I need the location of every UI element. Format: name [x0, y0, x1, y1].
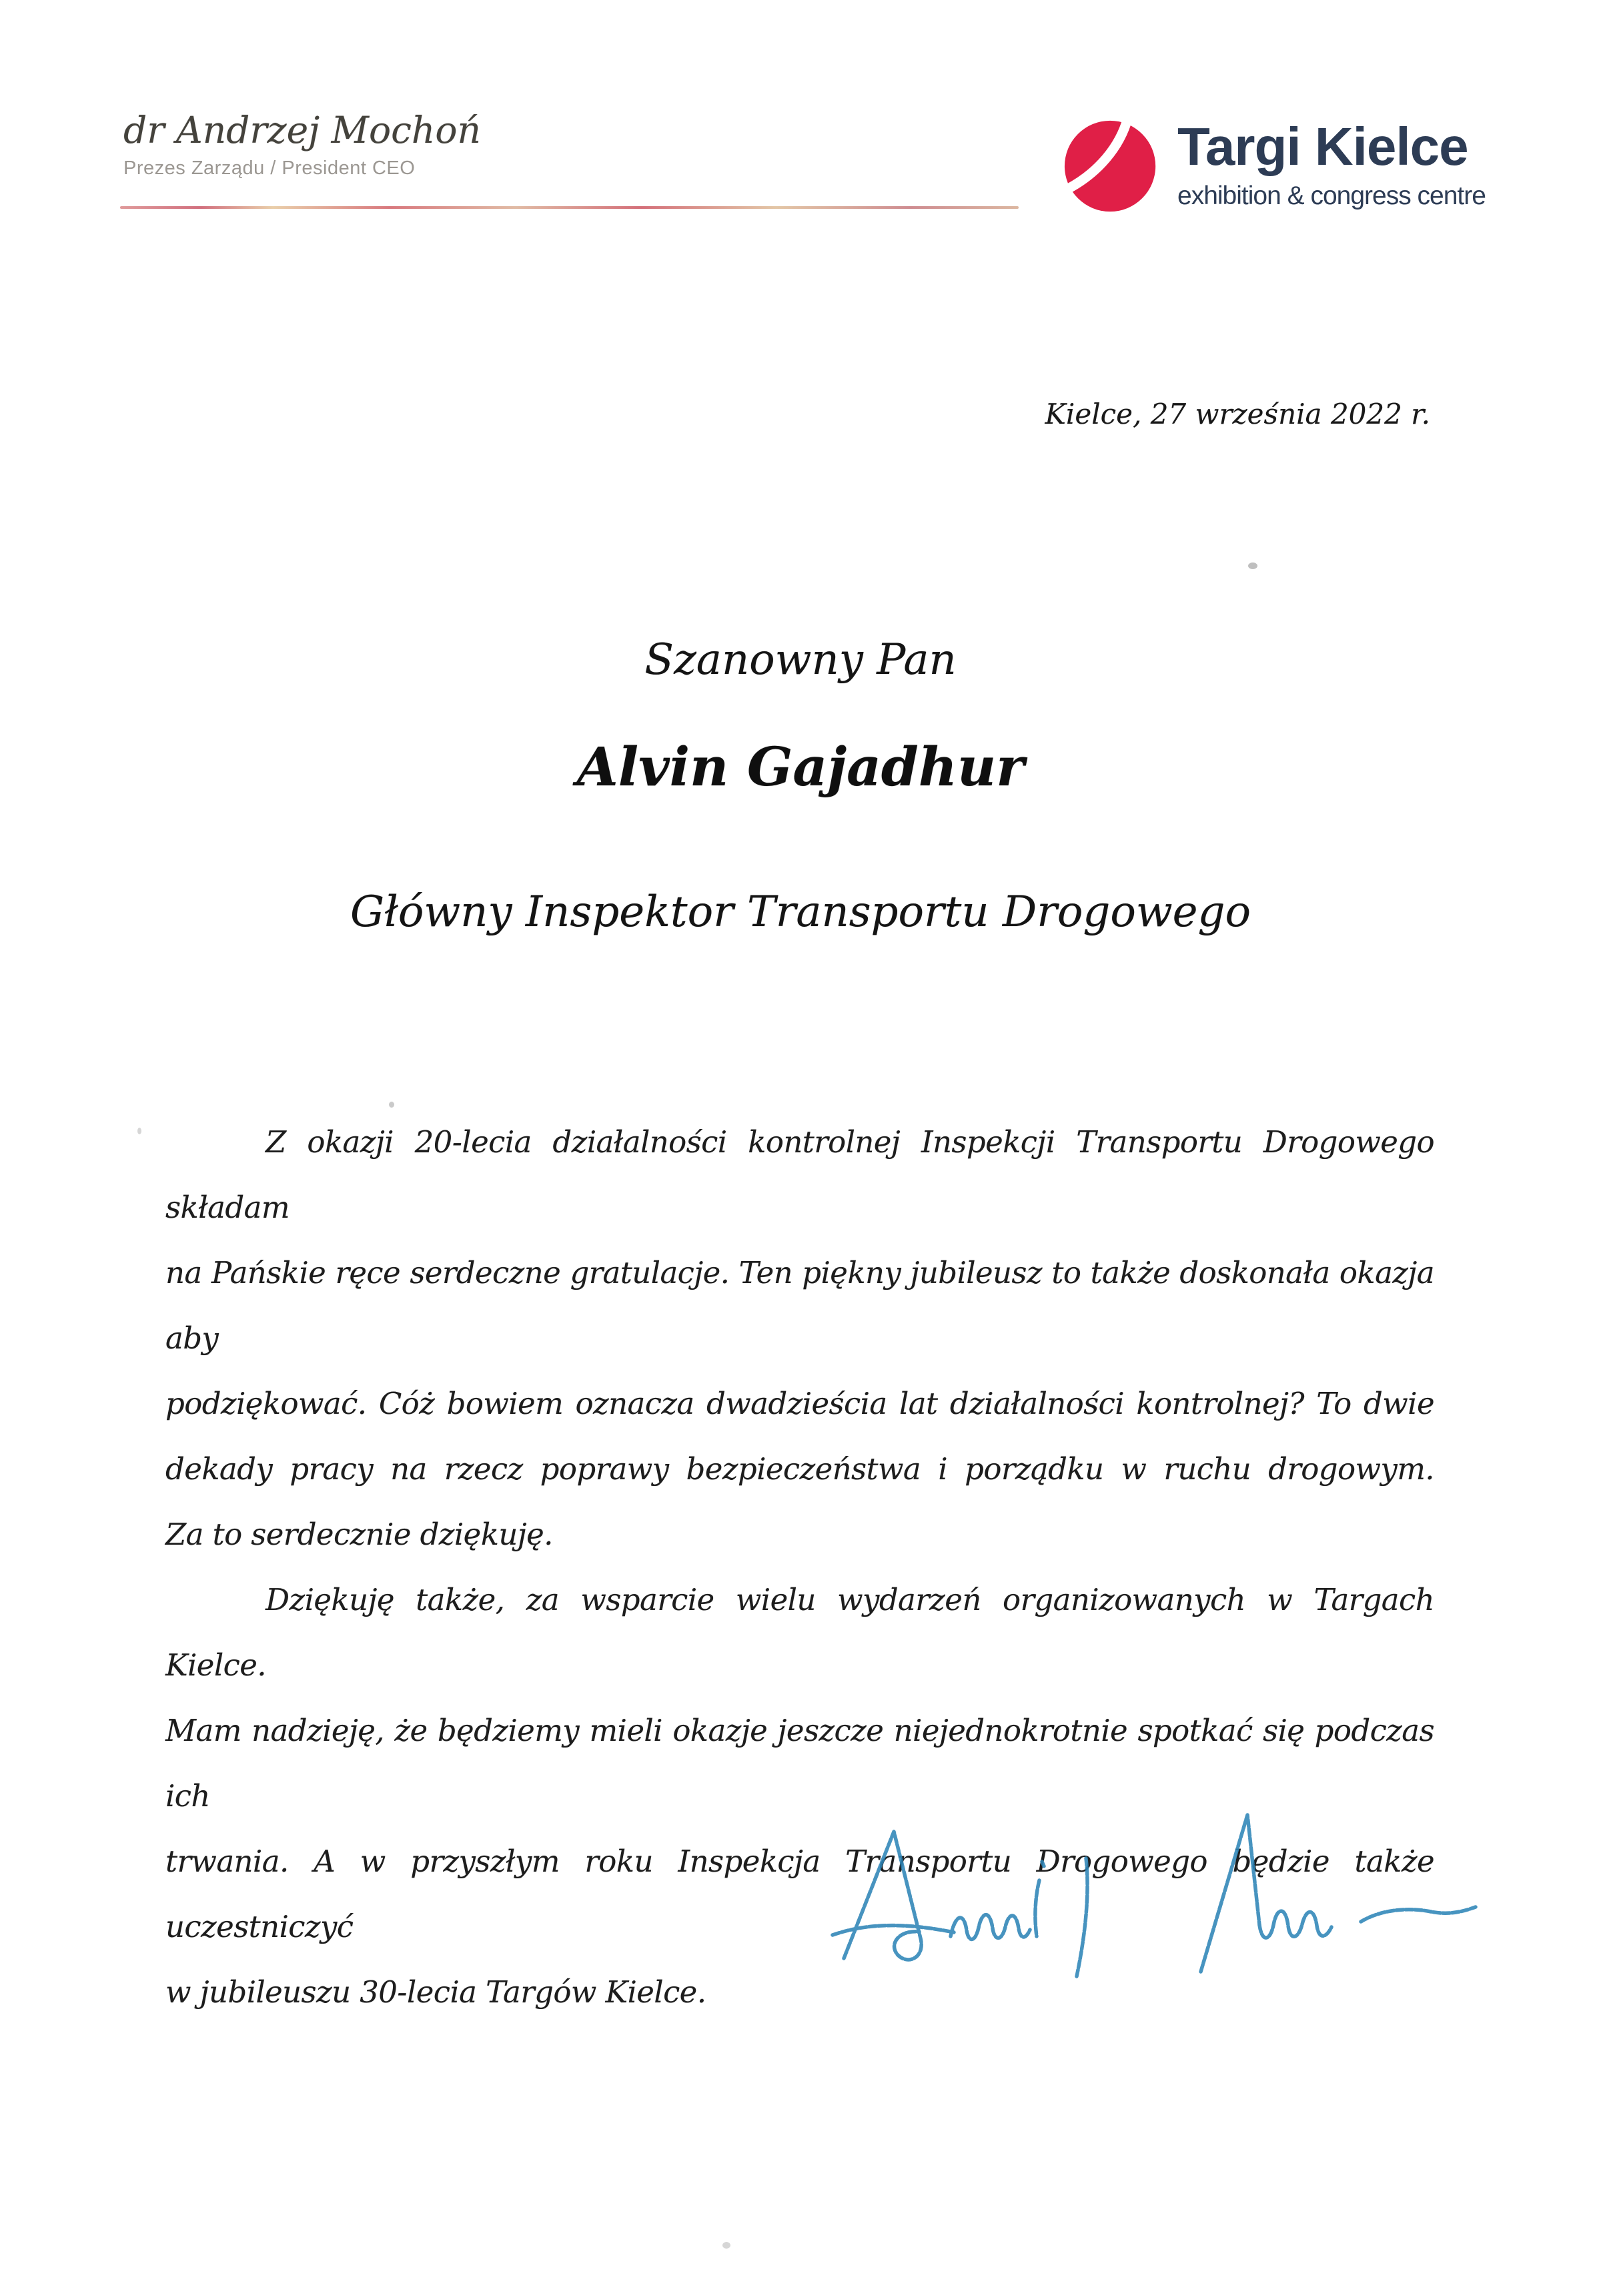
salutation: Szanowny Pan — [644, 635, 957, 685]
letterhead-divider — [120, 206, 1019, 209]
body-line: Dziękuję także, za wsparcie wielu wydarzeń organizowanych w Targach Kielce. — [165, 1582, 1434, 1683]
body-line: dekady pracy na rzecz poprawy bezpieczeństwa i porządku w ruchu drogowym. — [165, 1451, 1434, 1487]
body-line: Mam nadzieję, że będziemy mieli okazje jeszcze niejednokrotnie spotkać się podczas ich — [165, 1713, 1434, 1814]
body-line: w jubileuszu 30-lecia Targów Kielce. — [165, 1974, 706, 2010]
globe-swoosh-icon — [1063, 117, 1160, 215]
body-line: Za to serdecznie dziękuję. — [165, 1517, 553, 1552]
paragraph-1 — [165, 1110, 1434, 1567]
handwritten-signature — [827, 1795, 1481, 1982]
body-line: podziękować. Cóż bowiem oznacza dwadzieścia lat działalności kontrolnej? To dwie — [165, 1386, 1434, 1421]
scan-speck — [137, 1128, 141, 1134]
body-line: trwania. A w przyszłym roku Inspekcja Transportu Drogowego będzie także uczestniczyć — [165, 1844, 1434, 1944]
scan-speck — [1248, 562, 1257, 569]
body-line: Z okazji 20-lecia działalności kontrolnej Inspekcji Transportu Drogowego składam — [165, 1124, 1434, 1225]
scan-speck — [389, 1102, 394, 1108]
recipient-name: Alvin Gajadhur — [576, 735, 1025, 798]
logo-text-block — [1177, 117, 1486, 211]
date-line: Kielce, 27 września 2022 r. — [1045, 398, 1430, 430]
logo-tagline: exhibition & congress centre — [1177, 181, 1486, 210]
body-line: na Pańskie ręce serdeczne gratulacje. Ten piękny jubileusz to także doskonała okazja aby — [165, 1255, 1434, 1356]
author-block — [123, 110, 481, 179]
recipient-title: Główny Inspektor Transportu Drogowego — [350, 887, 1251, 937]
company-logo — [1063, 117, 1486, 215]
logo-brand-name: Targi Kielce — [1177, 117, 1468, 176]
author-title: Prezes Zarządu / President CEO — [123, 157, 416, 179]
scan-speck — [722, 2242, 730, 2249]
author-name: dr Andrzej Mochoń — [123, 109, 481, 151]
